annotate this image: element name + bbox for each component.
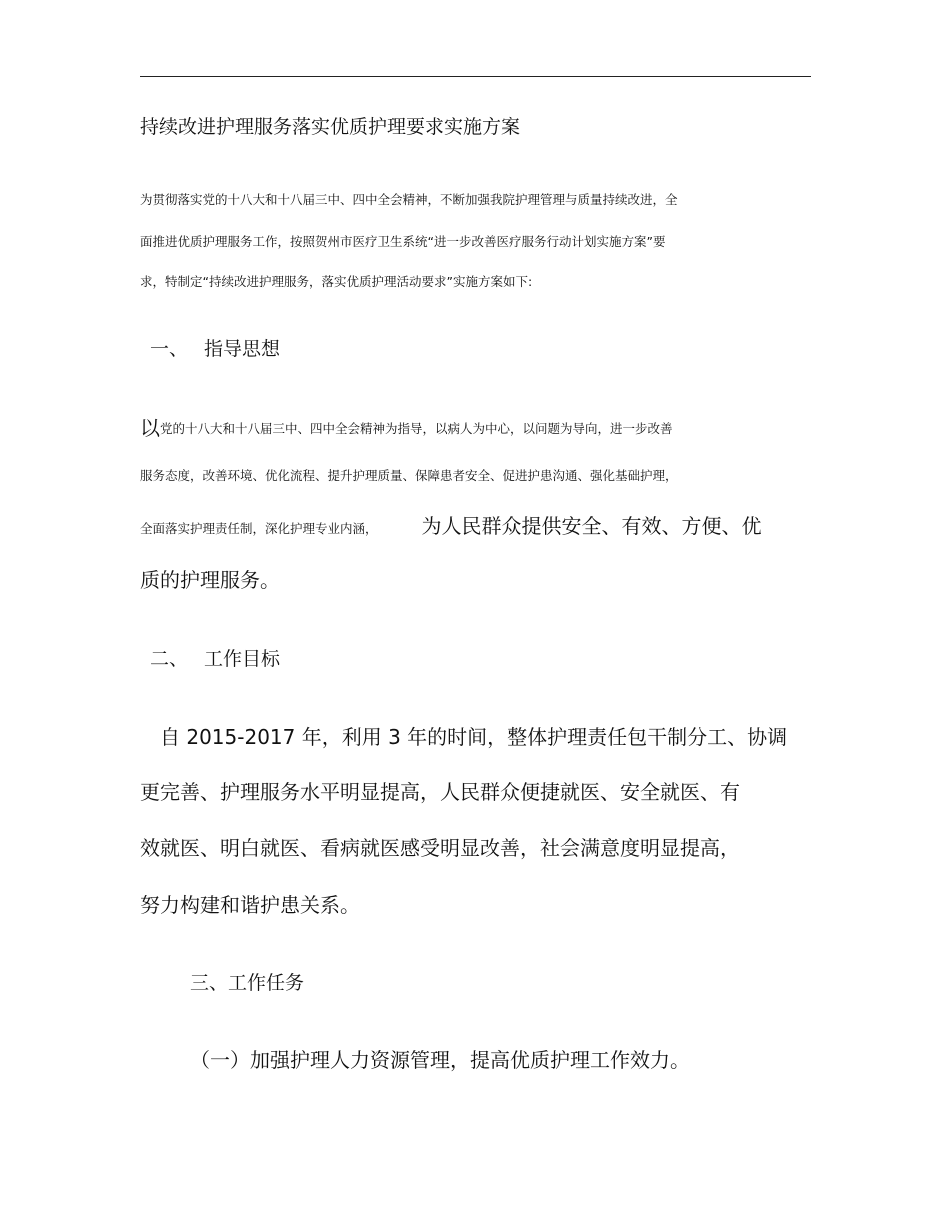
section-1-heading bbox=[150, 340, 280, 359]
section-2-number: 二、 bbox=[150, 648, 189, 670]
section-1-line-1-text: 党的十八大和十八届三中、四中全会精神为指导，以病人为中心，以问题为导向，进一步改善 bbox=[160, 421, 673, 436]
section-1-title: 指导思想 bbox=[204, 338, 281, 360]
section-3-heading: 三、工作任务 bbox=[190, 972, 305, 994]
intro-line-2: 面推进优质护理服务工作，按照贺州市医疗卫生系统“进一步改善医疗服务行动计划实施方案”要 bbox=[140, 234, 666, 249]
section-3-subheading-1: （一）加强护理人力资源管理，提高优质护理工作效力。 bbox=[190, 1048, 690, 1072]
section-2-heading bbox=[150, 650, 280, 669]
section-1-line-3-large: 为人民群众提供安全、有效、方便、优 bbox=[421, 514, 762, 538]
section-1-line-3-small: 全面落实护理责任制，深化护理专业内涵， bbox=[140, 521, 378, 536]
intro-line-3: 求，特制定“持续改进护理服务，落实优质护理活动要求”实施方案如下: bbox=[140, 274, 533, 289]
section-1-line-1 bbox=[140, 418, 673, 438]
section-1-line-2: 服务态度，改善环境、优化流程、提升护理质量、保障患者安全、促进护患沟通、强化基础护理， bbox=[140, 468, 678, 483]
section-2-line-3: 效就医、明白就医、看病就医感受明显改善，社会满意度明显提高， bbox=[140, 836, 740, 860]
section-1-line-3 bbox=[140, 516, 762, 536]
section-1-initial: 以 bbox=[140, 416, 160, 440]
section-2-line-1: 自 2015-2017 年，利用 3 年的时间，整体护理责任包干制分工、协调 bbox=[160, 725, 788, 749]
section-1-line-4: 质的护理服务。 bbox=[140, 568, 280, 592]
section-2-title: 工作目标 bbox=[204, 648, 281, 670]
section-1-number: 一、 bbox=[150, 338, 189, 360]
document-title: 持续改进护理服务落实优质护理要求实施方案 bbox=[140, 116, 521, 138]
section-2-line-4: 努力构建和谐护患关系。 bbox=[140, 893, 360, 917]
intro-line-1: 为贯彻落实党的十八大和十八届三中、四中全会精神，不断加强我院护理管理与质量持续改进，全 bbox=[140, 192, 678, 207]
header-rule bbox=[140, 76, 811, 77]
section-2-line-2: 更完善、护理服务水平明显提高，人民群众便捷就医、安全就医、有 bbox=[140, 780, 740, 804]
